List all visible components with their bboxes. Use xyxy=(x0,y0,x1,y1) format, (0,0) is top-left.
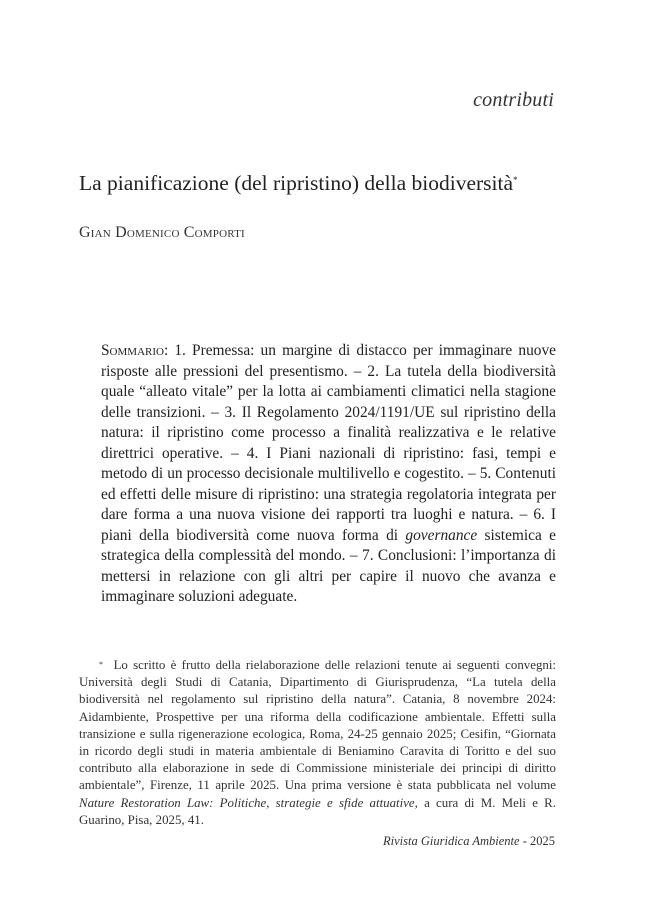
summary-paragraph xyxy=(101,341,556,608)
summary-heading: Sommario xyxy=(101,342,164,359)
summary-text-part-1: 1. Premessa: un margine di distacco per immaginare nuove risposte alle pressioni del presentismo. – 2. La tutela della biodiversità quale “alleato vitale” per la lotta ai cambiamenti climatici nella stagione delle transizioni. – 3. Il Regolamento 2024/1191/UE sul ripristino della natura: il ripristino come processo a finalità realizzativa e le relative direttrici operative. – 4. I Piani nazionali di ripristino: fasi, tempi e metodo di un processo decisionale multilivello e cogestito. – 5. Contenuti ed effetti delle misure di ripristino: una strategia regolatoria integrata per dare forma a una nuova visione dei rapporti tra luoghi e natura. – 6. I piani della biodiversità come nuova forma di xyxy=(101,342,556,544)
footnote-text-part-2: , a cura di M. Meli e R. Guarino, Pisa, 2025, 41. xyxy=(79,795,556,827)
article-title xyxy=(79,170,559,196)
journal-separator: - xyxy=(519,834,530,848)
footnote-paragraph xyxy=(79,657,556,829)
footnote-text-italic: Nature Restoration Law: Politiche, strategie e sfide attuative xyxy=(79,795,415,810)
journal-footer xyxy=(383,834,555,849)
summary-text-part-2: sistemica e strategica della complessità del mondo. – 7. Conclusioni: l’importanza di mettersi in relazione con gli altri per capire il nuovo che avanza e immaginare soluzioni adeguate. xyxy=(101,526,556,605)
journal-year: 2025 xyxy=(530,834,555,848)
footnote-text-part-1: Lo scritto è frutto della rielaborazione delle relazioni tenute ai seguenti convegni: Università degli Studi di Catania, Dipartimento di Giurisprudenza, “La tutela della biodiversità nel regolamento sul ripristino della natura”. Catania, 8 novembre 2024: Aidambiente, Prospettive per una riforma della codificazione ambientale. Effetti sulla transizione e sulla rigenerazione ecologica, Roma, 24-25 gennaio 2025; Cesifin, “Giornata in ricordo degli studi in materia ambientale di Beniamino Caravita di Toritto e del suo contributo alla elaborazione in sede di Commissione ministeriale dei principi di diritto ambientale”, Firenze, 11 aprile 2025. Una prima versione è stata pubblicata nel volume xyxy=(79,658,556,793)
title-footnote-mark: * xyxy=(513,175,518,185)
summary-separator: : xyxy=(163,342,175,359)
journal-name: Rivista Giuridica Ambiente xyxy=(383,834,520,848)
article-title-text: La pianificazione (del ripristino) della biodiversità xyxy=(79,171,514,195)
footnote-mark: * xyxy=(99,660,103,669)
summary-text-italic: governance xyxy=(405,526,478,544)
summary-block xyxy=(101,341,556,608)
section-label: contributi xyxy=(473,89,554,111)
author-name: Gian Domenico Comporti xyxy=(79,224,245,241)
footnote-block xyxy=(79,657,556,829)
